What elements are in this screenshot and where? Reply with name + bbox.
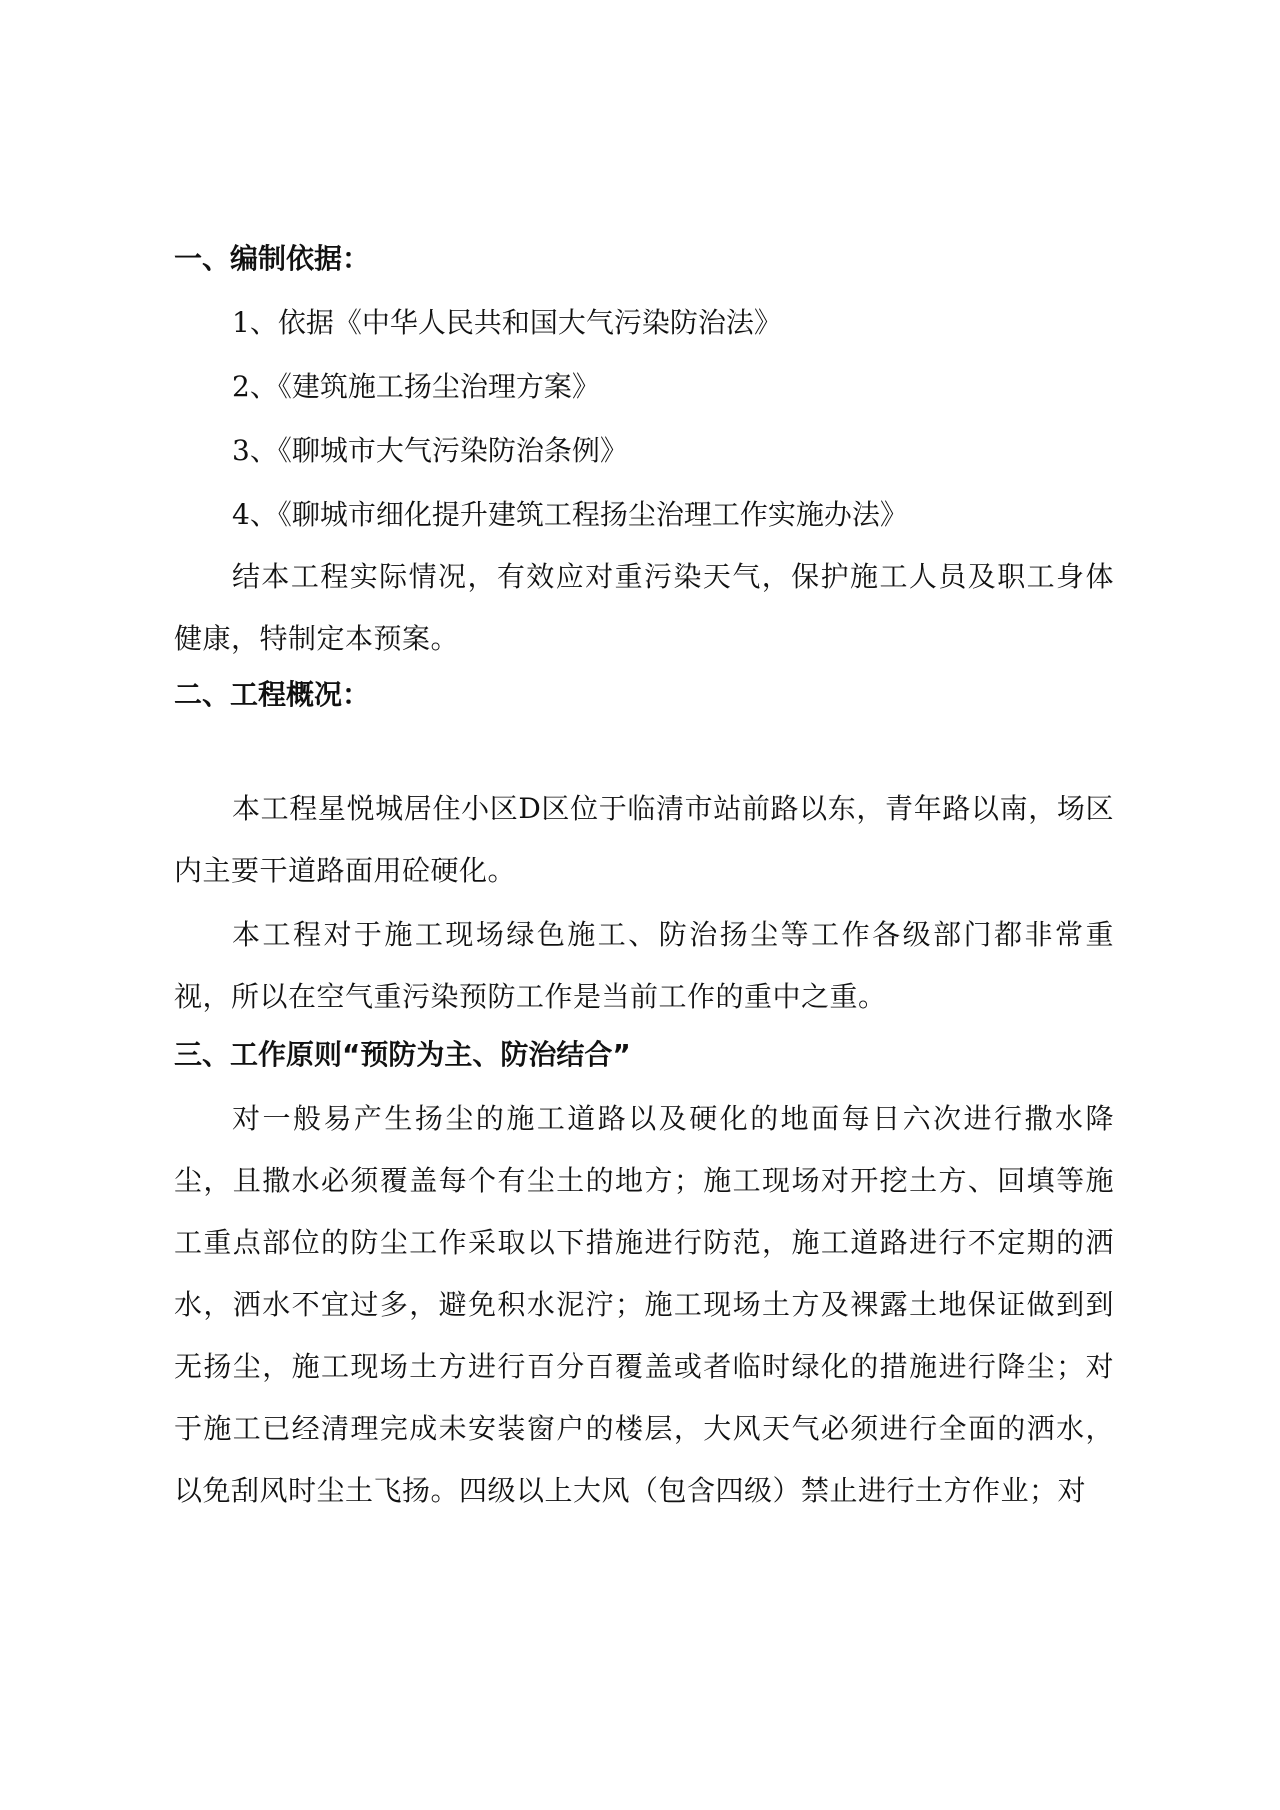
- spacer: [174, 740, 1114, 778]
- basis-item: 1、依据《中华人民共和国大气污染防治法》: [232, 306, 782, 339]
- basis-paragraph: 结本工程实际情况，有效应对重污染天气，保护施工人员及职工身体健康，特制定本预案。: [174, 560, 1114, 655]
- basis-item: 2、《建筑施工扬尘治理方案》: [232, 370, 600, 403]
- overview-paragraph: 本工程对于施工现场绿色施工、防治扬尘等工作各级部门都非常重视，所以在空气重污染预防工作是当前工作的重中之重。: [174, 918, 1114, 1013]
- principle-paragraph: 对一般易产生扬尘的施工道路以及硬化的地面每日六次进行撒水降尘，且撒水必须覆盖每个有尘土的地方；施工现场对开挖土方、回填等施工重点部位的防尘工作采取以下措施进行防范，施工道路进行不定期的洒水，洒水不宜过多，避免积水泥泞；施工现场土方及裸露土地保证做到到无扬尘，施工现场土方进行百分百覆盖或者临时绿化的措施进行降尘；对于施工已经清理完成未安装窗户的楼层，大风天气必须进行全面的洒水，以免刮风时尘土飞扬。四级以上大风（包含四级）禁止进行土方作业；对: [174, 1102, 1114, 1507]
- section-heading-overview: 二、工程概况：: [174, 678, 371, 711]
- document-body: [174, 240, 1114, 1524]
- basis-item: 4、《聊城市细化提升建筑工程扬尘治理工作实施办法》: [232, 498, 908, 531]
- basis-item: 3、《聊城市大气污染防治条例》: [232, 434, 628, 467]
- overview-paragraph: 本工程星悦城居住小区D区位于临清市站前路以东，青年路以南，场区内主要干道路面用砼硬化。: [174, 792, 1114, 887]
- section-heading-basis: 一、编制依据：: [174, 242, 371, 275]
- section-heading-principle: 三、工作原则“预防为主、防治结合”: [174, 1038, 631, 1071]
